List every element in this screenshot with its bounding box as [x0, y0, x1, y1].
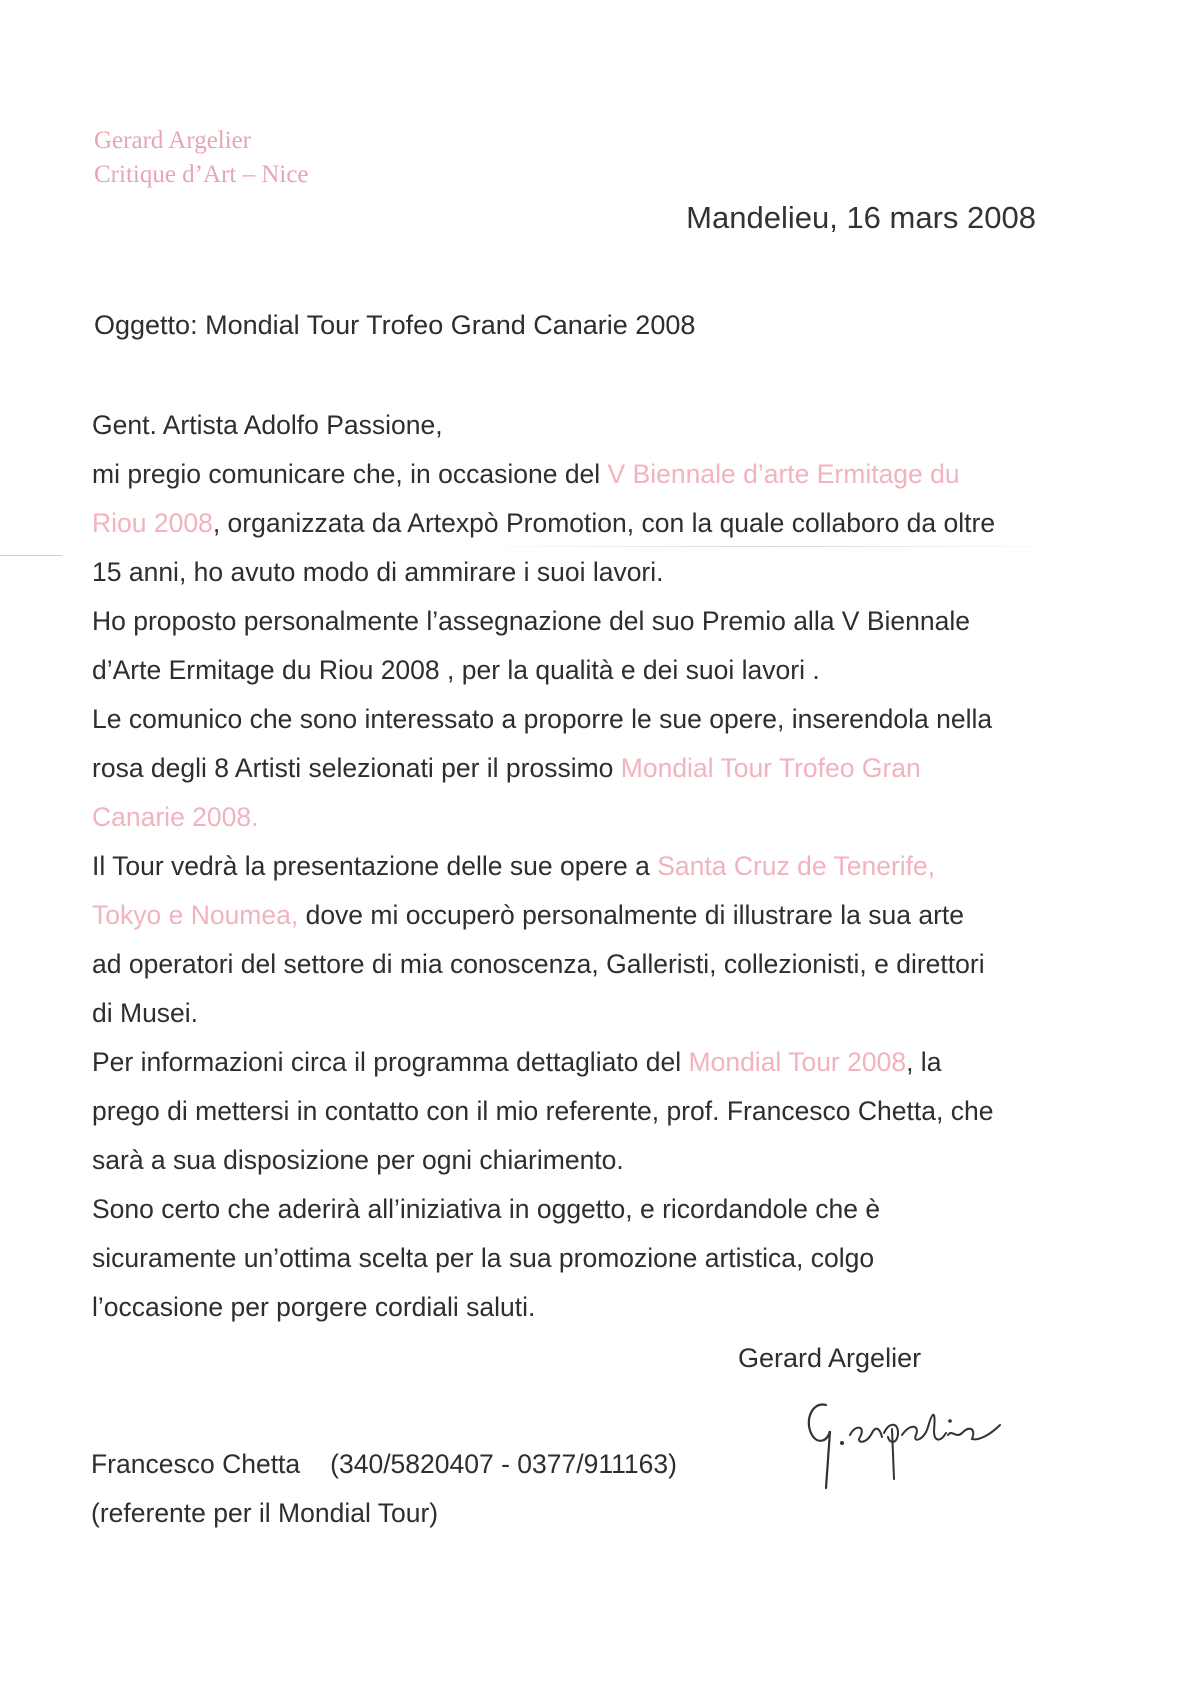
- signatory-name: Gerard Argelier: [738, 1343, 922, 1373]
- body-line: sicuramente un’ottima scelta per la sua promozione artistica, colgo: [92, 1243, 875, 1273]
- letterhead-title: Critique d’Art – Nice: [94, 161, 309, 188]
- highlight-venue-cont: Tokyo e Noumea,: [92, 900, 299, 930]
- letterhead: [94, 124, 309, 192]
- body-line: sarà a sua disposizione per ogni chiarimento.: [92, 1145, 624, 1175]
- highlight-event-name: V Biennale d’arte Ermitage du: [607, 459, 960, 489]
- contact-line: [91, 1440, 677, 1489]
- scan-artifact-line: [0, 555, 62, 556]
- body-text-segment: Il Tour vedrà la presentazione delle sue opere a: [92, 851, 658, 881]
- body-line: Ho proposto personalmente l’assegnazione del suo Premio alla V Biennale: [92, 606, 970, 636]
- body-line: [92, 450, 1092, 499]
- body-line: prego di mettersi in contatto con il mio referente, prof. Francesco Chetta, che: [92, 1096, 994, 1126]
- letter-date: Mandelieu, 16 mars 2008: [686, 200, 1036, 235]
- body-text-segment: rosa degli 8 Artisti selezionati per il prossimo: [92, 753, 621, 783]
- body-line: [92, 499, 1092, 548]
- letterhead-name: Gerard Argelier: [94, 127, 252, 154]
- contact-phones: (340/5820407 - 0377/911163): [330, 1449, 677, 1479]
- body-text-segment: , la: [906, 1047, 942, 1077]
- body-line: [92, 842, 1092, 891]
- contact-name: Francesco Chetta: [91, 1449, 301, 1479]
- body-line: l’occasione per porgere cordiali saluti.: [92, 1292, 536, 1322]
- letter-subject: Oggetto: Mondial Tour Trofeo Grand Canarie 2008: [94, 310, 696, 340]
- body-line: [92, 744, 1092, 793]
- contact-block: [91, 1440, 677, 1538]
- highlight-tour-short: Mondial Tour 2008: [688, 1047, 907, 1077]
- body-text-segment: , organizzata da Artexpò Promotion, con la quale collaboro da oltre: [212, 508, 996, 538]
- handwritten-signature: [800, 1383, 1030, 1498]
- highlight-tour-name: Mondial Tour Trofeo Gran: [620, 753, 921, 783]
- highlight-venue: Santa Cruz de Tenerife,: [657, 851, 936, 881]
- body-line: Le comunico che sono interessato a proporre le sue opere, inserendola nella: [92, 704, 993, 734]
- body-text-segment: dove mi occuperò personalmente di illustrare la sua arte: [298, 900, 965, 930]
- body-line: ad operatori del settore di mia conoscenza, Galleristi, collezionisti, e direttori: [92, 949, 985, 979]
- body-text-segment: Per informazioni circa il programma dettagliato del: [92, 1047, 689, 1077]
- body-line: 15 anni, ho avuto modo di ammirare i suoi lavori.: [92, 557, 664, 587]
- body-line: di Musei.: [92, 998, 199, 1028]
- body-line: d’Arte Ermitage du Riou 2008 , per la qualità e dei suoi lavori .: [92, 655, 820, 685]
- highlight-event-name-cont: Riou 2008: [92, 508, 213, 538]
- body-line: [92, 891, 1092, 940]
- body-text-segment: mi pregio comunicare che, in occasione del: [92, 459, 608, 489]
- highlight-tour-name-cont: Canarie 2008.: [92, 802, 259, 832]
- body-line: [92, 1038, 1092, 1087]
- body-line: Sono certo che aderirà all’iniziativa in oggetto, e ricordandole che è: [92, 1194, 881, 1224]
- contact-role: (referente per il Mondial Tour): [91, 1498, 439, 1528]
- salutation: Gent. Artista Adolfo Passione,: [92, 410, 443, 440]
- letter-body: [92, 401, 1092, 1332]
